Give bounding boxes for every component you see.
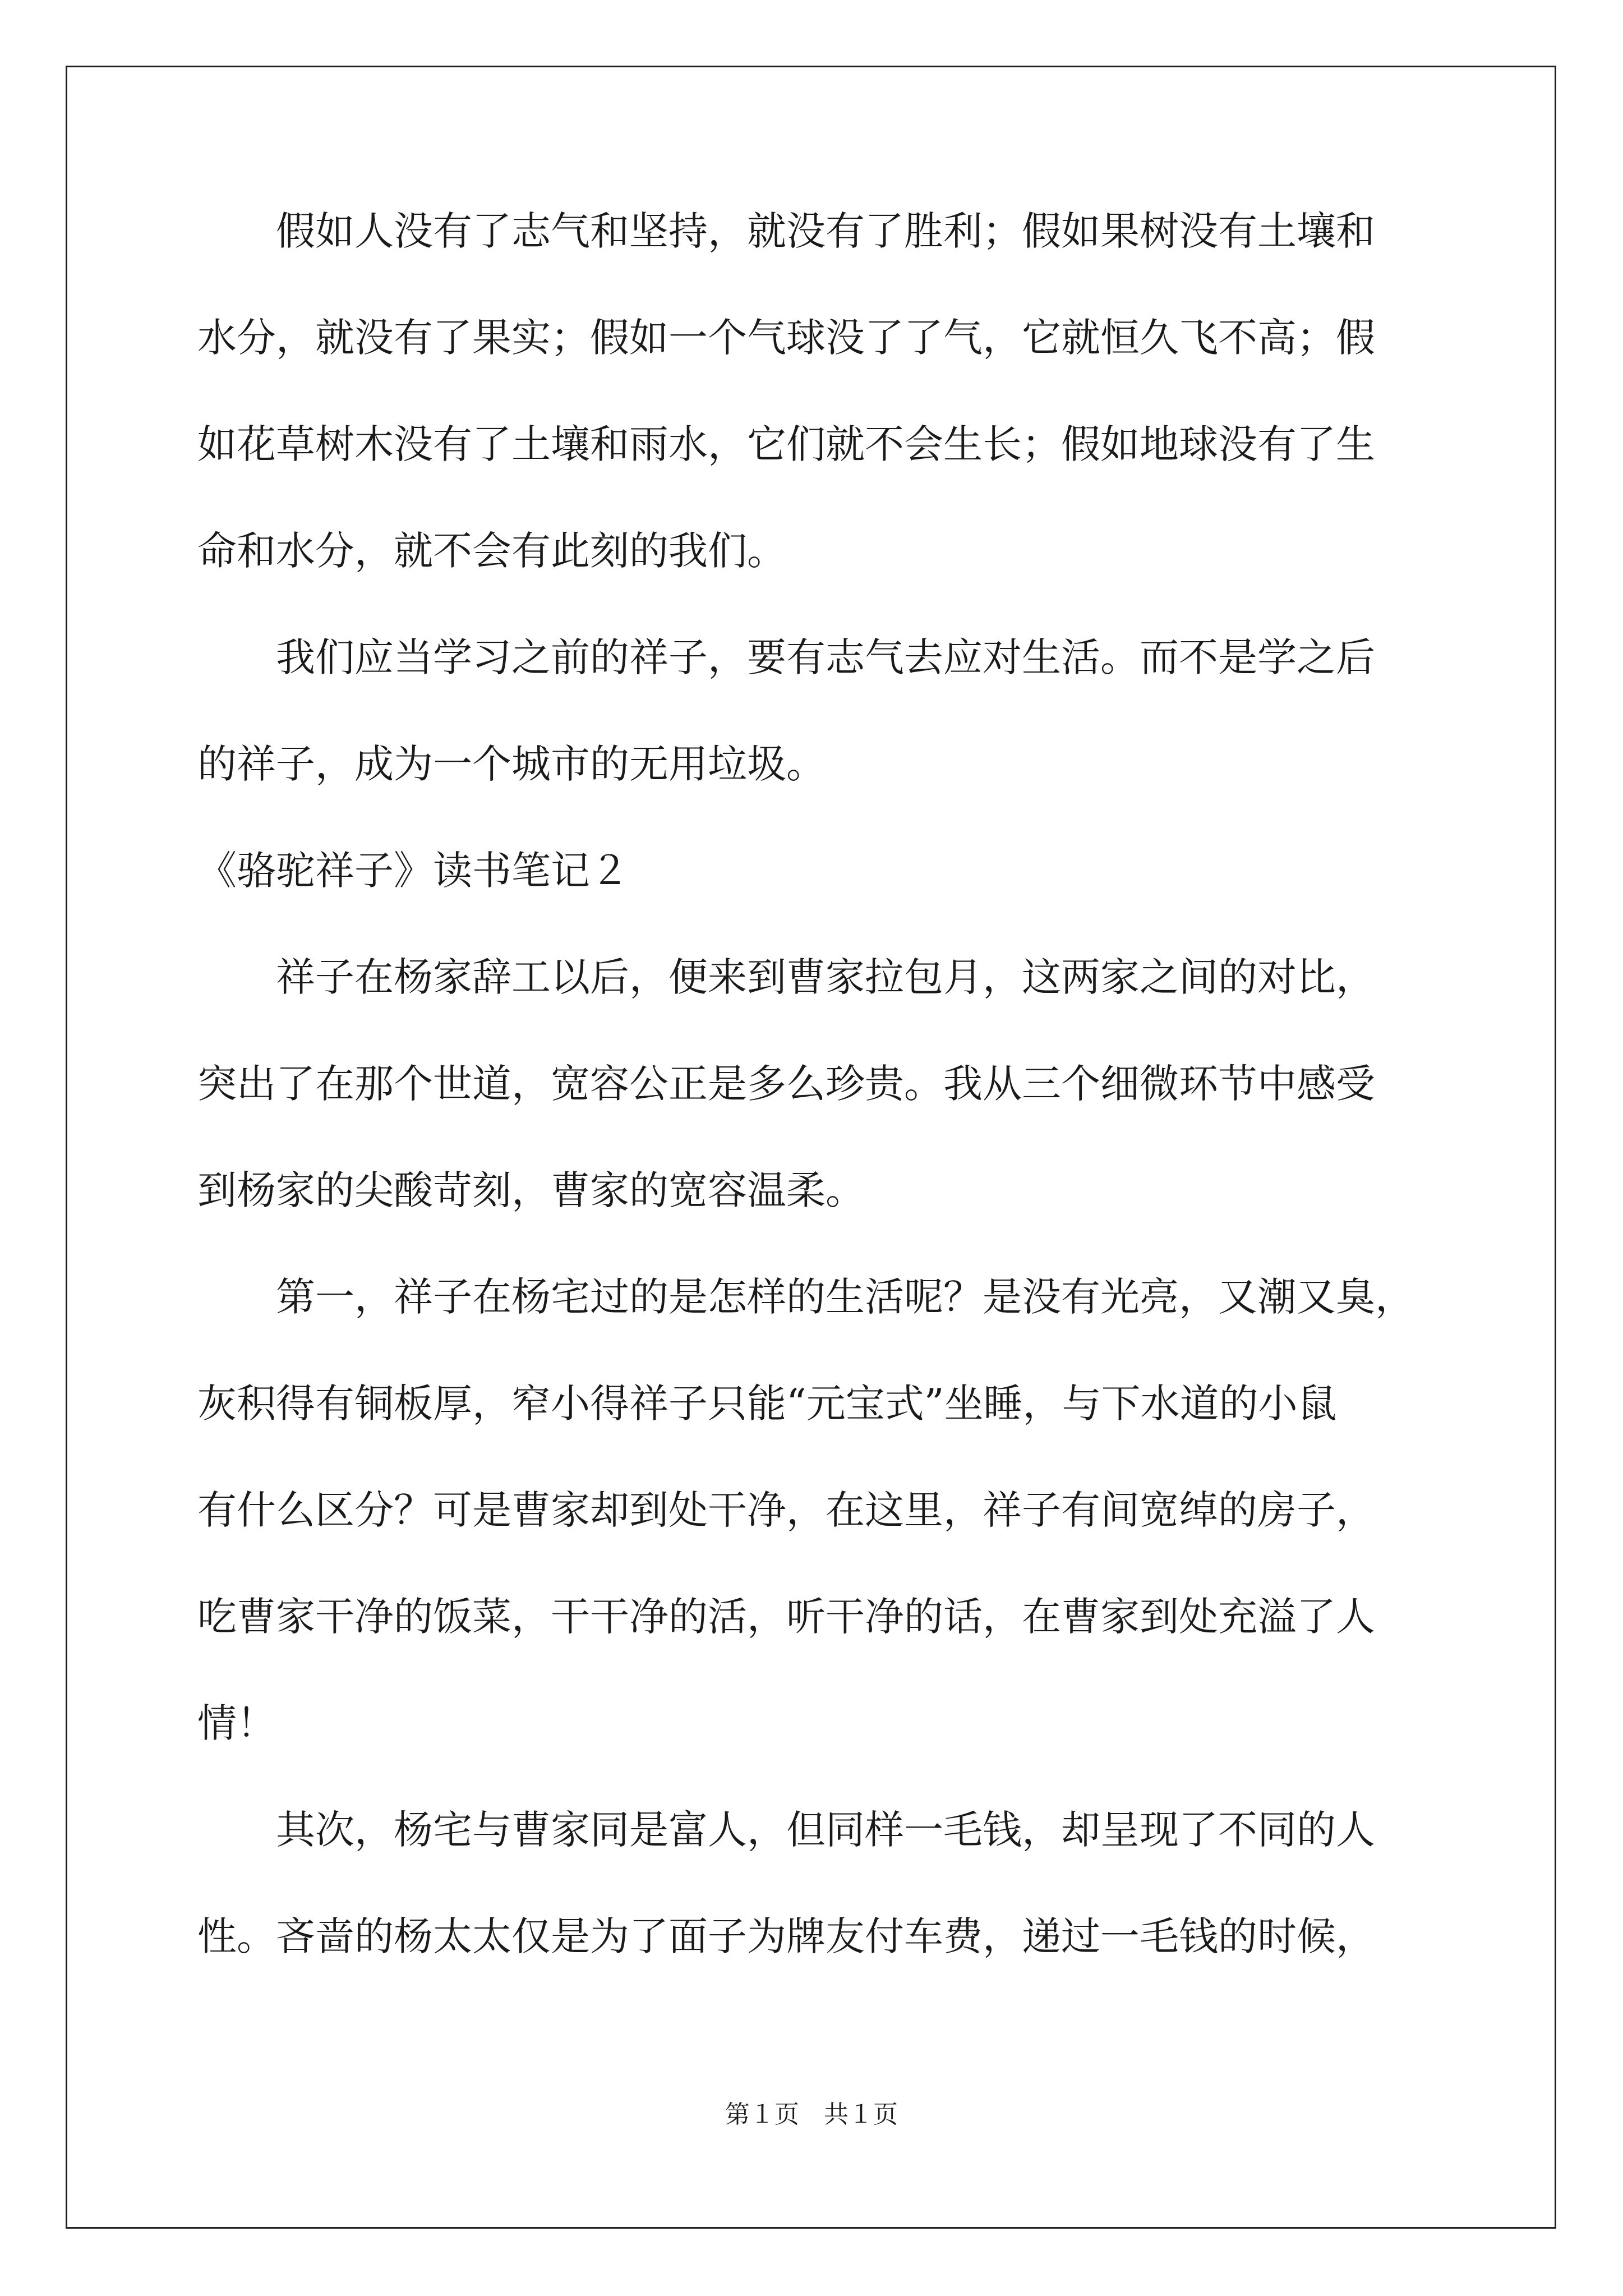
section-heading: 《骆驼祥子》读书笔记２: [197, 848, 629, 894]
text-line: 性。吝啬的杨太太仅是为了面子为牌友付车费，递过一毛钱的时候，: [197, 1913, 1375, 1959]
page-border: [66, 66, 1556, 2229]
text-line: 如花草树木没有了土壤和雨水，它们就不会生长；假如地球没有了生: [197, 421, 1375, 467]
text-line: 吃曹家干净的饭菜，干干净的活，听干净的话，在曹家到处充溢了人: [197, 1594, 1375, 1640]
text-line: 其次，杨宅与曹家同是富人，但同样一毛钱，却呈现了不同的人: [197, 1807, 1375, 1853]
text-line: 突出了在那个世道，宽容公正是多么珍贵。我从三个细微环节中感受: [197, 1061, 1375, 1107]
text-line: 我们应当学习之前的祥子，要有志气去应对生活。而不是学之后: [197, 634, 1375, 680]
text-line: 有什么区分？可是曹家却到处干净，在这里，祥子有间宽绰的房子，: [197, 1487, 1375, 1533]
text-line: 的祥子，成为一个城市的无用垃圾。: [197, 741, 826, 787]
text-line: 第一，祥子在杨宅过的是怎样的生活呢？是没有光亮，又潮又臭，: [197, 1274, 1414, 1320]
page-footer: 第１页 共１页: [725, 2100, 898, 2129]
text-line: 祥子在杨家辞工以后，便来到曹家拉包月，这两家之间的对比，: [197, 954, 1375, 1000]
text-line: 灰积得有铜板厚，窄小得祥子只能“元宝式”坐睡，与下水道的小鼠: [197, 1381, 1337, 1427]
text-line: 情！: [197, 1700, 276, 1746]
text-line: 到杨家的尖酸苛刻，曹家的宽容温柔。: [197, 1167, 865, 1213]
text-line: 假如人没有了志气和坚持，就没有了胜利；假如果树没有土壤和: [197, 208, 1375, 254]
text-line: 命和水分，就不会有此刻的我们。: [197, 528, 786, 574]
text-line: 水分，就没有了果实；假如一个气球没了了气，它就恒久飞不高；假: [197, 315, 1375, 361]
